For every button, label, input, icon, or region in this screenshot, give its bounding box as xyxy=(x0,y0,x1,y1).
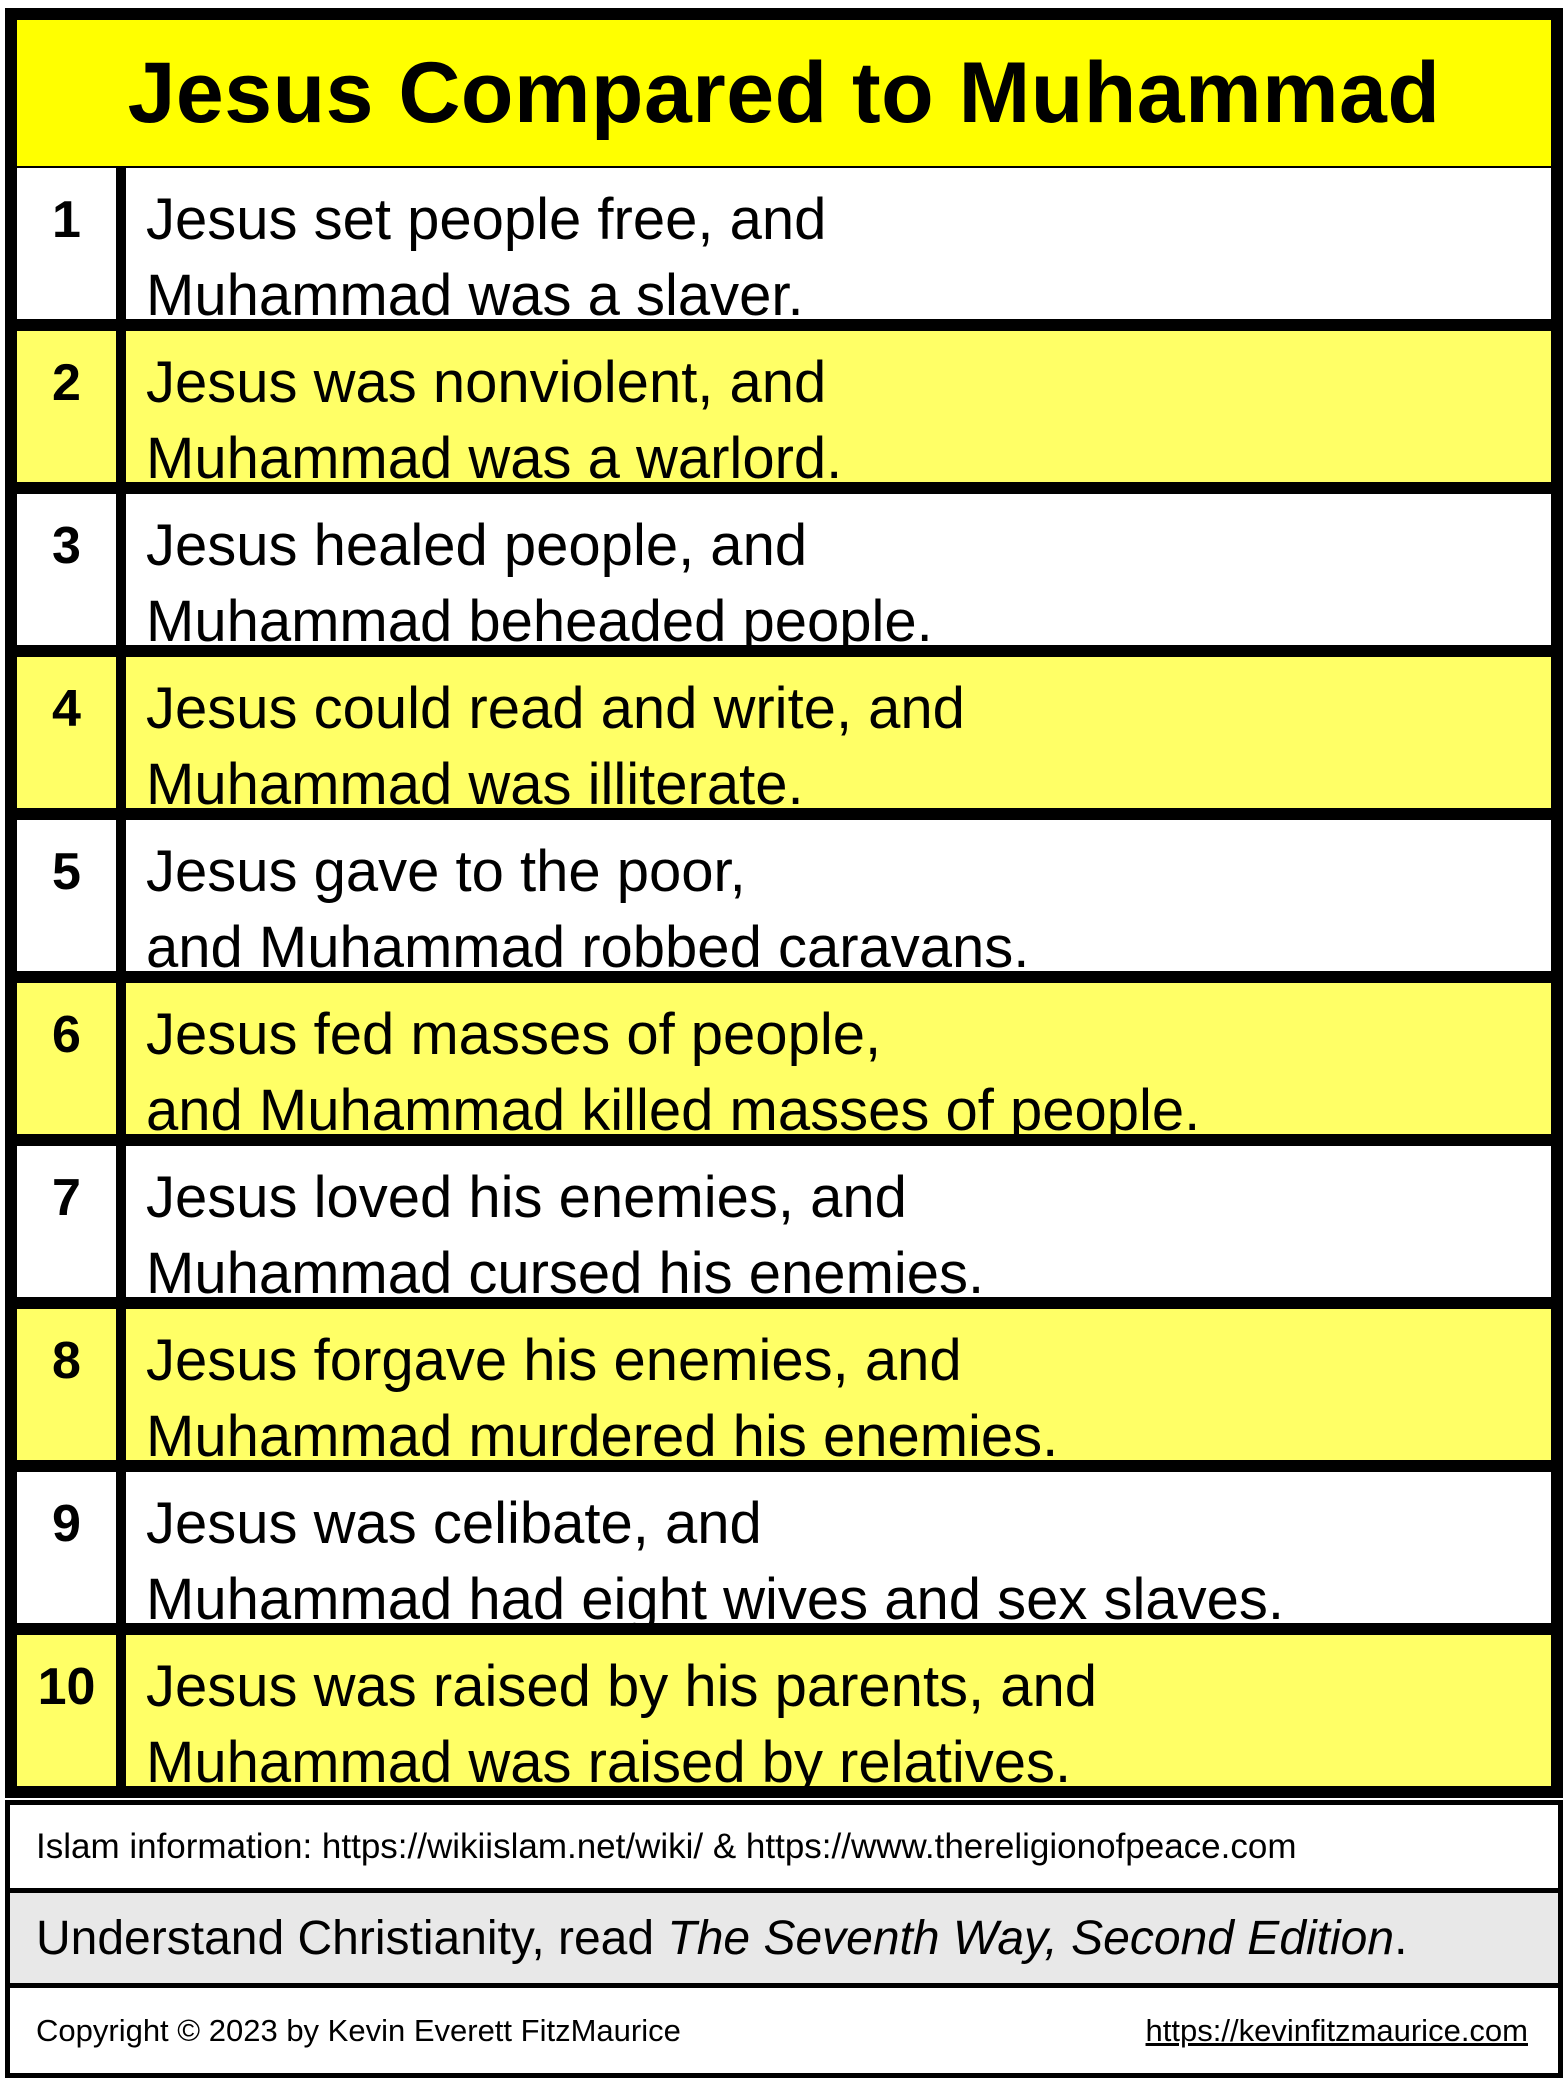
statement-line-jesus: Jesus forgave his enemies, and xyxy=(146,1328,962,1393)
statement-line-jesus: Jesus could read and write, and xyxy=(146,676,965,741)
statement-line-muhammad: Muhammad was a slaver. xyxy=(146,263,804,328)
copyright-footer xyxy=(5,1988,1563,2078)
row-number: 2 xyxy=(17,331,126,482)
row-statement xyxy=(126,1635,1551,1795)
comparison-row xyxy=(5,820,1563,983)
statement-line-muhammad: Muhammad was illiterate. xyxy=(146,752,804,817)
row-statement xyxy=(126,494,1551,654)
islam-info-text: Islam information: https://wikiislam.net/wiki/ & https://www.thereligionofpeace.com xyxy=(36,1826,1297,1866)
title-banner xyxy=(5,8,1563,178)
row-number: 9 xyxy=(17,1472,126,1623)
statement-line-muhammad: and Muhammad robbed caravans. xyxy=(146,915,1030,980)
statement-line-jesus: Jesus was raised by his parents, and xyxy=(146,1654,1098,1719)
comparison-row xyxy=(5,1472,1563,1635)
book-title: The Seventh Way, Second Edition xyxy=(667,1911,1395,1965)
row-statement xyxy=(126,1309,1551,1469)
row-number: 7 xyxy=(17,1146,126,1297)
islam-info-box xyxy=(5,1800,1563,1893)
statement-line-jesus: Jesus was celibate, and xyxy=(146,1491,762,1556)
statement-line-muhammad: Muhammad had eight wives and sex slaves. xyxy=(146,1567,1285,1632)
statement-line-jesus: Jesus fed masses of people, xyxy=(146,1002,882,1067)
statement-line-muhammad: Muhammad was a warlord. xyxy=(146,426,843,491)
row-statement xyxy=(126,1472,1551,1632)
comparison-row xyxy=(5,1309,1563,1472)
statement-line-jesus: Jesus set people free, and xyxy=(146,187,827,252)
row-number: 5 xyxy=(17,820,126,971)
website-link[interactable]: https://kevinfitzmaurice.com xyxy=(1145,2012,1528,2048)
row-statement xyxy=(126,168,1551,328)
statement-line-muhammad: Muhammad cursed his enemies. xyxy=(146,1241,985,1306)
comparison-row xyxy=(5,168,1563,331)
book-recommendation-box xyxy=(5,1893,1563,1988)
page-title: Jesus Compared to Muhammad xyxy=(127,44,1441,141)
row-statement xyxy=(126,820,1551,980)
comparison-row xyxy=(5,331,1563,494)
statement-line-muhammad: Muhammad beheaded people. xyxy=(146,589,933,654)
row-number: 3 xyxy=(17,494,126,645)
comparison-row xyxy=(5,494,1563,657)
row-number: 10 xyxy=(17,1635,126,1786)
statement-line-jesus: Jesus loved his enemies, and xyxy=(146,1165,907,1230)
book-prefix: Understand Christianity, read xyxy=(36,1911,668,1965)
statement-line-jesus: Jesus gave to the poor, xyxy=(146,839,746,904)
comparison-row xyxy=(5,983,1563,1146)
row-number: 8 xyxy=(17,1309,126,1460)
statement-line-jesus: Jesus was nonviolent, and xyxy=(146,350,827,415)
row-statement xyxy=(126,331,1551,491)
book-suffix: . xyxy=(1394,1911,1408,1965)
row-statement xyxy=(126,1146,1551,1306)
comparison-table xyxy=(5,168,1563,1798)
statement-line-jesus: Jesus healed people, and xyxy=(146,513,808,578)
copyright-text: Copyright © 2023 by Kevin Everett FitzMaurice xyxy=(36,2012,681,2048)
row-statement xyxy=(126,657,1551,817)
statement-line-muhammad: Muhammad was raised by relatives. xyxy=(146,1730,1072,1795)
comparison-row xyxy=(5,657,1563,820)
comparison-row xyxy=(5,1635,1563,1798)
statement-line-muhammad: and Muhammad killed masses of people. xyxy=(146,1078,1201,1143)
row-statement xyxy=(126,983,1551,1143)
row-number: 4 xyxy=(17,657,126,808)
row-number: 1 xyxy=(17,168,126,319)
statement-line-muhammad: Muhammad murdered his enemies. xyxy=(146,1404,1059,1469)
comparison-row xyxy=(5,1146,1563,1309)
row-number: 6 xyxy=(17,983,126,1134)
